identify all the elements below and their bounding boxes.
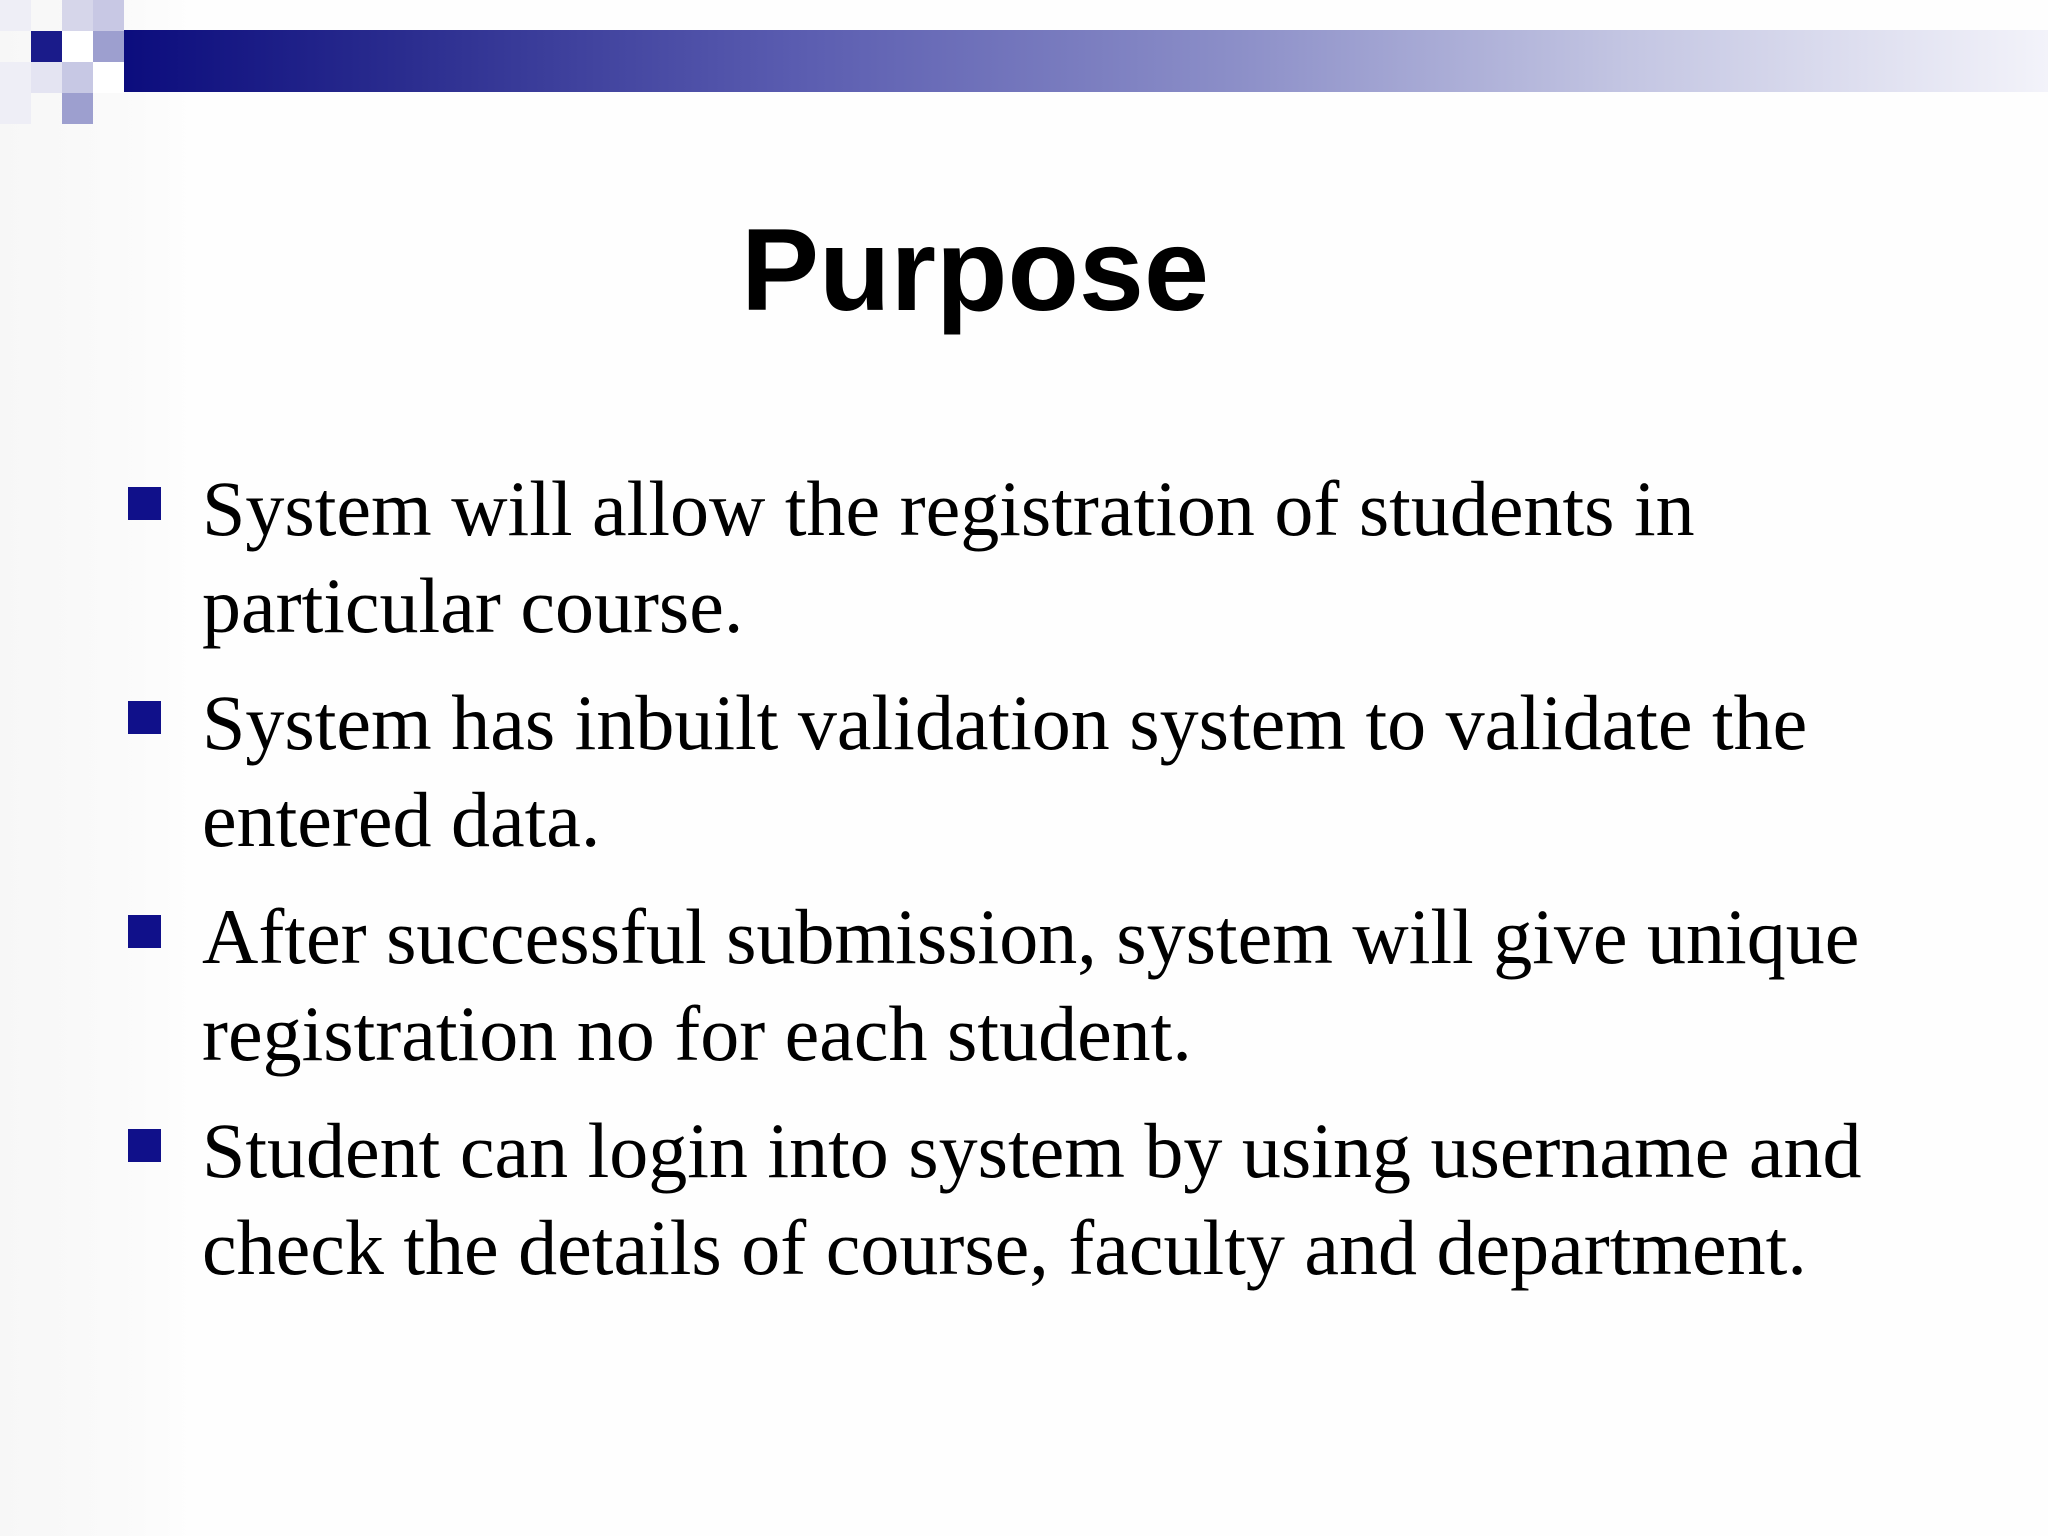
bullet-list: [126, 460, 1966, 1316]
decor-square: [93, 31, 124, 62]
corner-decoration: [0, 0, 124, 124]
header-gradient-bar: [120, 30, 2048, 92]
decor-square: [31, 62, 62, 93]
bullet-text: After successful submission, system will give unique registration no for each student.: [202, 893, 1860, 1077]
bullet-item: [126, 460, 1966, 654]
square-bullet-icon: [128, 1129, 161, 1162]
decor-square: [0, 62, 31, 93]
bullet-item: [126, 674, 1966, 868]
bullet-text: System has inbuilt validation system to validate the entered data.: [202, 679, 1808, 863]
square-bullet-icon: [128, 915, 161, 948]
decor-square: [62, 62, 93, 93]
square-bullet-icon: [128, 701, 161, 734]
decor-square: [62, 0, 93, 31]
decor-square: [0, 93, 31, 124]
decor-square: [93, 0, 124, 31]
bullet-item: [126, 1102, 1966, 1296]
bullet-text: System will allow the registration of students in particular course.: [202, 465, 1695, 649]
bullet-text: Student can login into system by using username and check the details of course, faculty and department.: [202, 1107, 1862, 1291]
decor-square: [31, 31, 62, 62]
decor-square: [93, 62, 124, 93]
square-bullet-icon: [128, 487, 161, 520]
bullet-item: [126, 888, 1966, 1082]
decor-square: [62, 93, 93, 124]
decor-square: [62, 31, 93, 62]
slide-title: Purpose: [740, 204, 1210, 335]
decor-square: [0, 0, 31, 31]
